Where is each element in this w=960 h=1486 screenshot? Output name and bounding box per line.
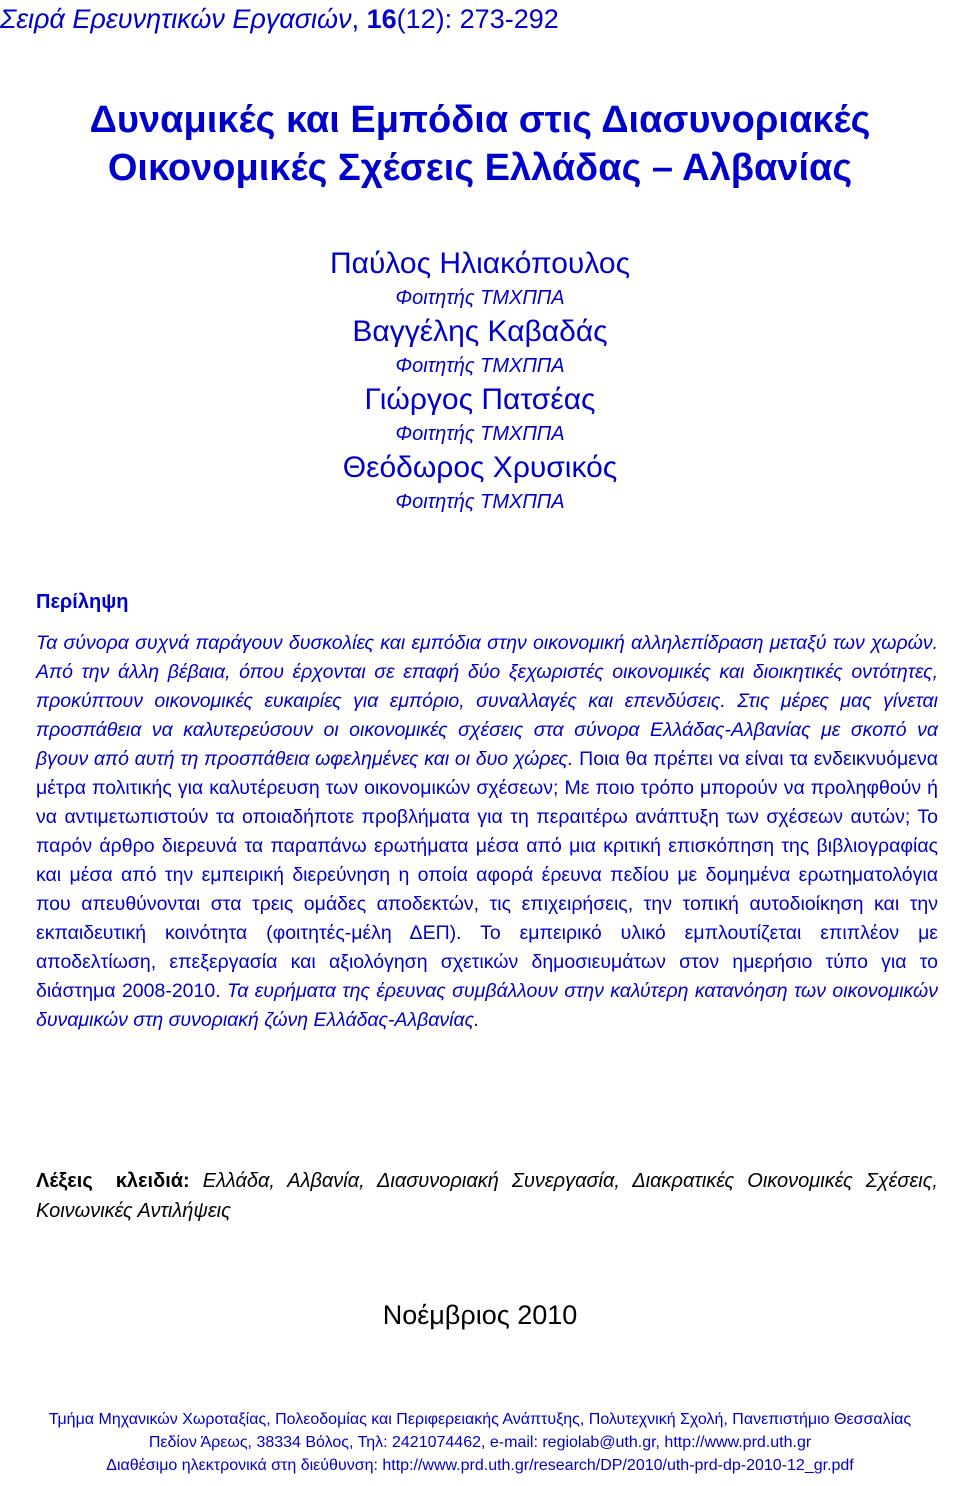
author-list — [0, 244, 960, 516]
author-affiliation: Φοιτητής ΤΜΧΠΠΑ — [395, 491, 565, 513]
abstract-part-4: Ποια θα πρέπει να είναι τα ενδεικνυόμενα μέτρα πολιτικής για καλυτέρευση των οικονομικών σχέσεων; Με ποιο τρόπο μπορούν να προληφθούν ή να αντιμετωπιστούν τα οποιαδήποτε προβλήματα για τη περαιτέρω ανάπτυξη των σχέσεων αυτών; Το παρόν άρθρο διερευνά τα παραπάνω ερωτήματα μέσα από μια κριτική επισκόπηση της βιβλιογραφίας και μέσα από την εμπειρική διερεύνηση η οποία αφορά έρευνα πεδίου με δομημένα ερωτηματολόγια που απευθύνονται στα τρεις ομάδες αποδεκτών, τις επιχειρήσεις, την τοπική αυτοδιοίκηση και την εκπαιδευτική κοινότητα (φοιτητές-μέλη ΔΕΠ). Το εμπειρικό υλικό εμπλουτίζεται επιπλέον με αποδελτίωση, επεξεργασία και αξιολόγηση σχετικών δημοσιευμάτων στον ημερήσιο τύπο για το διάστημα 2008-2010. — [36, 748, 939, 1002]
keywords-label: Λέξεις κλειδιά: — [36, 1170, 190, 1192]
author-name: Γιώργος Πατσέας — [364, 383, 596, 416]
author-name: Παύλος Ηλιακόπουλος — [329, 247, 631, 280]
author-affiliation: Φοιτητής ΤΜΧΠΠΑ — [395, 287, 565, 309]
author-affiliation: Φοιτητής ΤΜΧΠΠΑ — [395, 423, 565, 445]
paper-title-line-1: Δυναμικές και Εμπόδια στις Διασυνοριακές — [89, 99, 871, 141]
author-affiliation: Φοιτητής ΤΜΧΠΠΑ — [395, 355, 565, 377]
abstract-part-3: Στις μέρες μας γίνεται προσπάθεια να καλυτερεύσουν οι οικονομικές σχέσεις στα σύνορα Ελλάδας-Αλβανίας με σκοπό να βγουν από αυτή τη προσπάθεια ωφελημένες και οι δυο χώρες. — [36, 690, 938, 770]
footer-contact: Πεδίον Άρεως, 38334 Βόλος, Τηλ: 2421074462, e-mail: regiolab@uth.gr, http://www.prd.uth.gr — [148, 1434, 812, 1451]
footer-department: Τμήμα Μηχανικών Χωροταξίας, Πολεοδομίας και Περιφερειακής Ανάπτυξης, Πολυτεχνική Σχολή, Πανεπιστήμιο Θεσσαλίας — [48, 1411, 912, 1428]
series-issue-pages: (12): 273-292 — [396, 4, 559, 34]
footer-availability-link[interactable]: Διαθέσιμο ηλεκτρονικά στη διεύθυνση: http://www.prd.uth.gr/research/DP/2010/uth-prd-dp-2010-12_gr.pdf — [106, 1457, 854, 1474]
abstract-heading: Περίληψη — [36, 591, 129, 613]
publication-date: Νοέμβριος 2010 — [382, 1300, 578, 1330]
abstract-body — [36, 629, 938, 1035]
keywords — [36, 1166, 938, 1226]
abstract-part-5: Τα ευρήματα της έρευνας συμβάλλουν στην καλύτερη κατανόηση των οικονομικών δυναμικών στη συνοριακή ζώνη Ελλάδας-Αλβανίας. — [36, 980, 938, 1031]
paper-title-line-2: Οικονομικές Σχέσεις Ελλάδας – Αλβανίας — [107, 147, 853, 189]
series-volume: 16 — [366, 4, 397, 34]
series-header: Σειρά Ερευνητικών Εργασιών, 16(12): 273-292 — [0, 4, 559, 34]
keywords-terms: Ελλάδα, Αλβανία, Διασυνοριακή Συνεργασία, Διακρατικές Οικονομικές Σχέσεις, Κοινωνικές Αντιλήψεις — [36, 1170, 938, 1222]
abstract-part-2: Από την άλλη βέβαια, όπου έρχονται σε επαφή δύο ξεχωριστές οικονομικές και διοικητικές οντότητες, προκύπτουν οικονομικές ευκαιρίες για εμπόριο, συναλλαγές και επενδύσεις. — [36, 661, 938, 712]
footer — [0, 1408, 960, 1477]
series-name: Σειρά Ερευνητικών Εργασιών — [0, 4, 352, 34]
author-name: Βαγγέλης Καβαδάς — [352, 315, 608, 348]
author-name: Θεόδωρος Χρυσικός — [342, 451, 618, 484]
abstract-part-1: Τα σύνορα συχνά παράγουν δυσκολίες και εμπόδια στην οικονομική αλληλεπίδραση μεταξύ των χωρών. — [36, 632, 938, 654]
paper-title — [0, 96, 960, 192]
